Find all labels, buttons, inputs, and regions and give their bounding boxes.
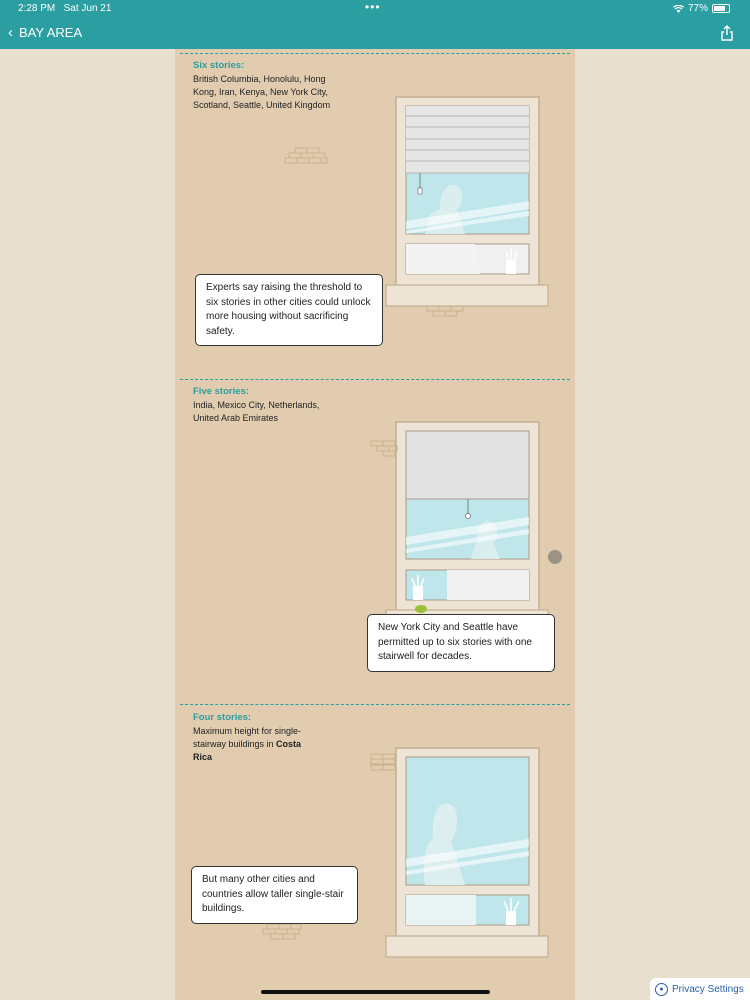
callout-four-stories: But many other cities and countries allow taller single-stair buildings. (191, 866, 358, 924)
six-stories-text (193, 59, 333, 112)
callout-six-stories: Experts say raising the threshold to six stories in other cities could unlock more housing without sacrificing safety. (195, 274, 383, 346)
five-stories-text (193, 385, 333, 425)
four-stories-label: Four stories: (193, 712, 252, 723)
status-time: 2:28 PM Sat Jun 21 (18, 3, 112, 14)
window-five-stories (386, 422, 548, 630)
six-stories-places: British Columbia, Honolulu, Hong Kong, Iran, Kenya, New York City, Scotland, Seattle, United Kingdom (193, 74, 331, 110)
status-right (673, 3, 730, 14)
back-button[interactable] (8, 24, 82, 41)
home-indicator[interactable] (261, 990, 490, 994)
window-six-stories (386, 97, 548, 306)
status-bar (0, 0, 750, 18)
shield-icon: ● (655, 983, 668, 996)
four-stories-desc: Maximum height for single-stairway buildings in (193, 726, 302, 749)
bricks-decoration (371, 441, 397, 456)
back-label: BAY AREA (19, 25, 83, 40)
door-knob-icon (548, 550, 562, 564)
multitasking-dots-icon[interactable]: ••• (365, 0, 381, 14)
window-four-stories (386, 748, 548, 957)
five-stories-places: India, Mexico City, Netherlands, United Arab Emirates (193, 400, 320, 423)
battery-percent: 77% (687, 3, 708, 14)
four-stories-text (193, 711, 318, 764)
wifi-icon (673, 5, 684, 13)
building-illustration (175, 49, 575, 1000)
chevron-left-icon: ‹ (8, 24, 13, 41)
privacy-settings-button[interactable] (650, 978, 750, 1000)
section-divider (180, 379, 570, 380)
battery-icon (712, 4, 730, 13)
section-divider (180, 704, 570, 705)
callout-five-stories: New York City and Seattle have permitted up to six stories with one stairwell for decades. (367, 614, 555, 672)
section-divider (180, 53, 570, 54)
share-icon[interactable] (720, 25, 734, 41)
four-stories-country: Costa Rica (193, 739, 302, 762)
five-stories-label: Five stories: (193, 386, 249, 397)
nav-bar (0, 18, 750, 49)
privacy-settings-label: Privacy Settings (672, 983, 744, 995)
six-stories-label: Six stories: (193, 60, 245, 71)
